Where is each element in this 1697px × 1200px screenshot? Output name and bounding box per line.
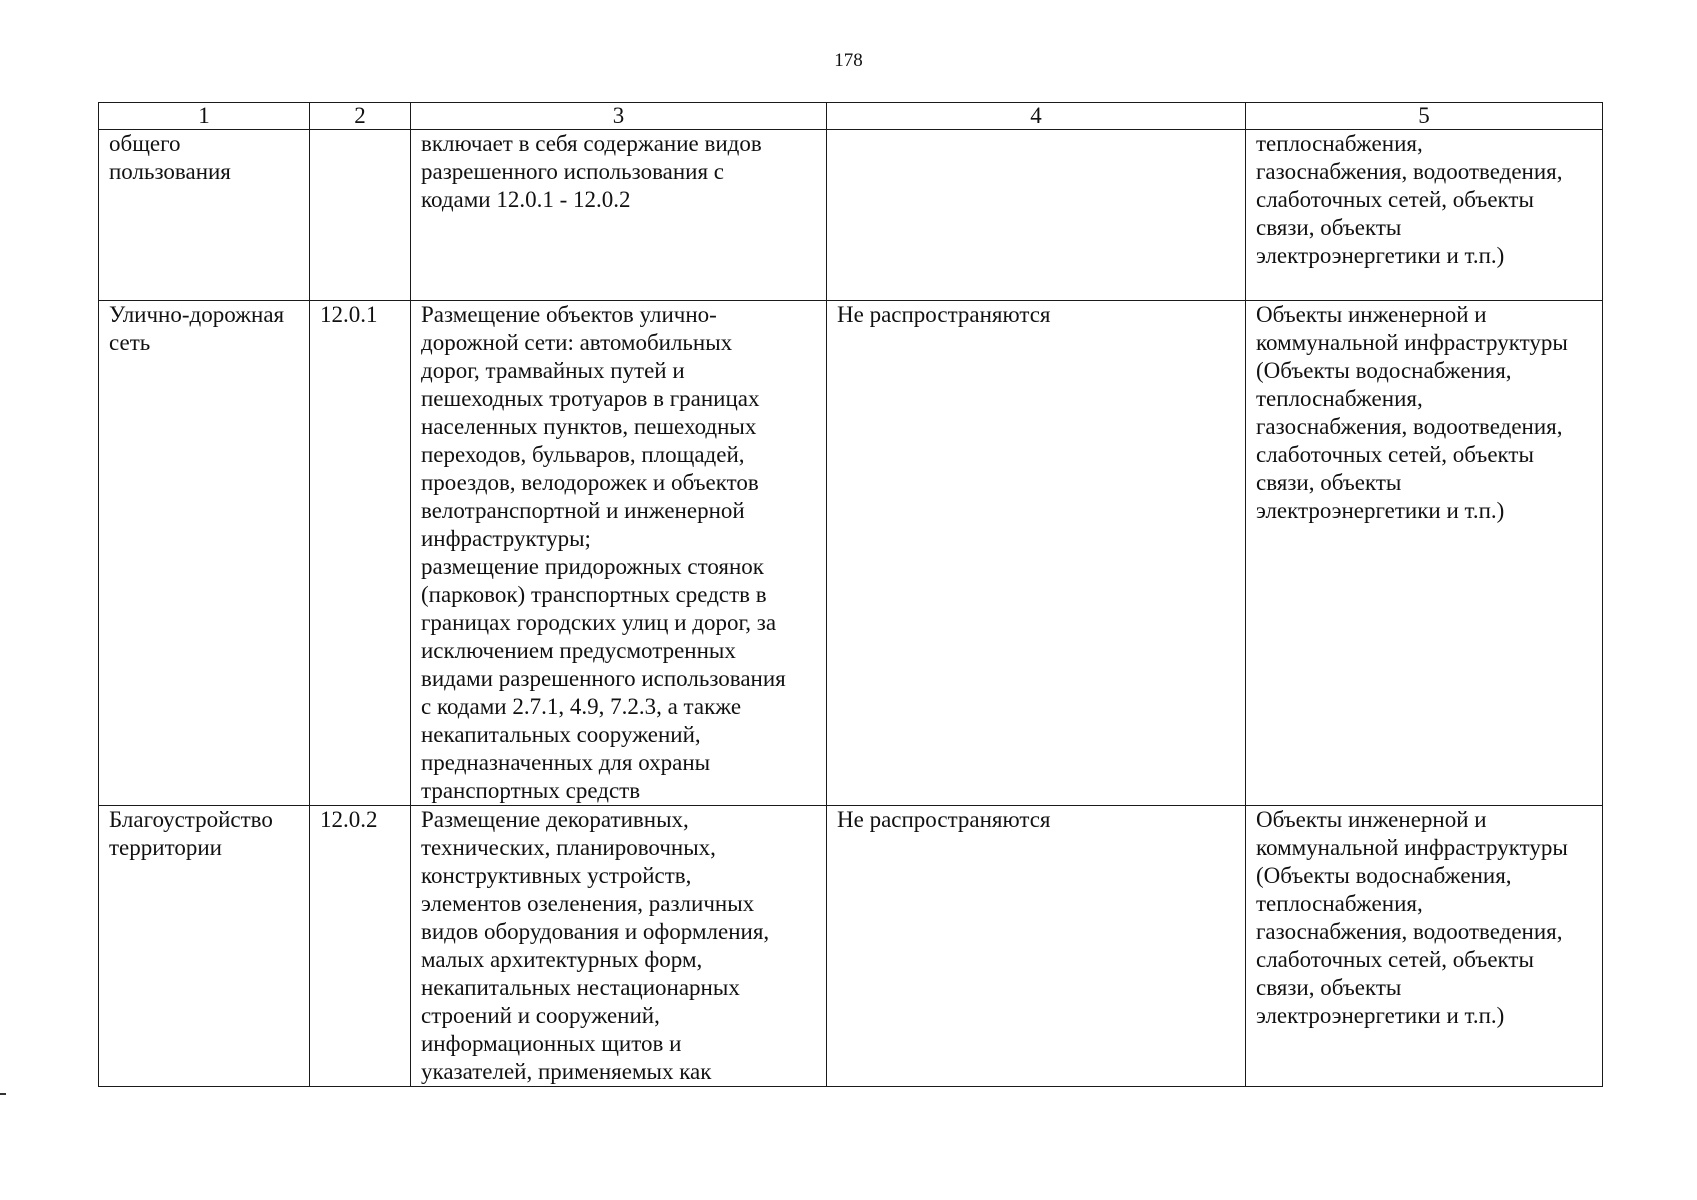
land-use-name-cell: общего пользования bbox=[99, 130, 310, 301]
permitted-objects-cell: Объекты инженерной и коммунальной инфраструктуры (Объекты водоснабжения, теплоснабжения, газоснабжения, водоотведения, слаботочных сетей, объекты связи, объекты электроэнергетики и т.п.) bbox=[1246, 806, 1603, 1087]
page-number: 178 bbox=[834, 50, 863, 71]
column-header-5: 5 bbox=[1246, 103, 1603, 130]
land-use-code-cell: 12.0.1 bbox=[310, 301, 411, 806]
land-use-name-cell: Улично-дорожная сеть bbox=[99, 301, 310, 806]
restrictions-cell: Не распространяются bbox=[827, 806, 1246, 1087]
table-header-row bbox=[99, 103, 1603, 130]
land-use-table bbox=[98, 102, 1603, 1087]
land-use-description-cell: Размещение декоративных, технических, планировочных, конструктивных устройств, элементов озеленения, различных видов оборудования и оформления, малых архитектурных форм, некапитальных нестационарных строений и сооружений, информационных щитов и указателей, применяемых как bbox=[411, 806, 827, 1087]
land-use-description-cell: Размещение объектов улично- дорожной сети: автомобильных дорог, трамвайных путей и пешеходных тротуаров в границах населенных пунктов, пешеходных переходов, бульваров, площадей, проездов, велодорожек и объектов велотранспортной и инженерной инфраструктуры; размещение придорожных стоянок (парковок) транспортных средств в границах городских улиц и дорог, за исключением предусмотренных видами разрешенного использования с кодами 2.7.1, 4.9, 7.2.3, а также некапитальных сооружений, предназначенных для охраны транспортных средств bbox=[411, 301, 827, 806]
permitted-objects-cell: Объекты инженерной и коммунальной инфраструктуры (Объекты водоснабжения, теплоснабжения, газоснабжения, водоотведения, слаботочных сетей, объекты связи, объекты электроэнергетики и т.п.) bbox=[1246, 301, 1603, 806]
land-use-code-cell bbox=[310, 130, 411, 301]
column-header-3: 3 bbox=[411, 103, 827, 130]
table-row bbox=[99, 301, 1603, 806]
margin-mark bbox=[0, 1093, 6, 1095]
restrictions-cell bbox=[827, 130, 1246, 301]
permitted-objects-cell: теплоснабжения, газоснабжения, водоотведения, слаботочных сетей, объекты связи, объекты электроэнергетики и т.п.) bbox=[1246, 130, 1603, 301]
table-row bbox=[99, 130, 1603, 301]
land-use-description-cell: включает в себя содержание видов разрешенного использования с кодами 12.0.1 - 12.0.2 bbox=[411, 130, 827, 301]
land-use-name-cell: Благоустройство территории bbox=[99, 806, 310, 1087]
table-row bbox=[99, 806, 1603, 1087]
land-use-code-cell: 12.0.2 bbox=[310, 806, 411, 1087]
column-header-1: 1 bbox=[99, 103, 310, 130]
column-header-4: 4 bbox=[827, 103, 1246, 130]
column-header-2: 2 bbox=[310, 103, 411, 130]
restrictions-cell: Не распространяются bbox=[827, 301, 1246, 806]
